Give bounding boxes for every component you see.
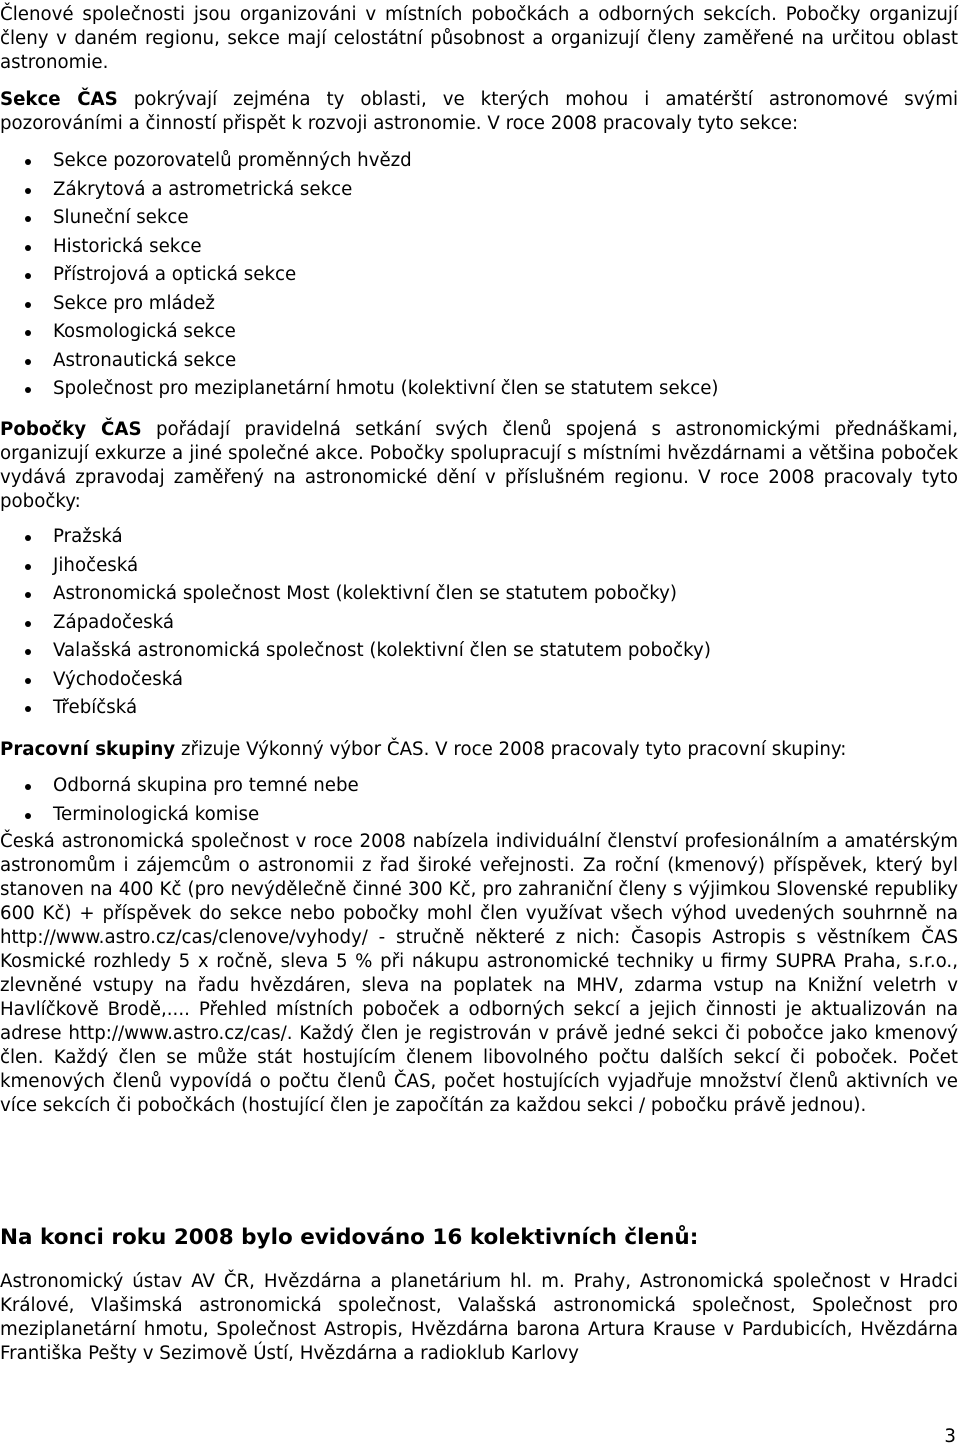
- sekce-list: [25, 149, 719, 406]
- clenstvi-paragraph: Česká astronomická společnost v roce 2008 nabízela individuální členství profesionálním a amatérským astronomům i zájemcům o astronomii z řad široké veřejnosti. Za roční (kmenový) příspěvek, který byl stanoven na 400 Kč (pro nevýdělečně činné 300 Kč, pro zahraniční členy s výjimkou Slovenské republiky 600 Kč) + příspěvek do sekce nebo pobočky mohl člen využívat všech výhod uvedených souhrnně na http://www.astro.cz/cas/clenove/vyhody/ - stručně některé z nich: Časopis Astropis s věstníkem ČAS Kosmické rozhledy 5 x ročně, sleva 5 % při nákupu astronomické techniky u firmy SUPRA Praha, s.r.o., zlevněné vstupy na řadu hvězdáren, sleva na poplatek na MHV, zdarma vstup na Knižní veletrh v Havlíčkově Brodě,.... Přehled místních poboček a odborných sekcí a jejich činnosti je aktualizován na adrese http://www.astro.cz/cas/. Každý člen je registrován v právě jedné sekci či pobočce jako kmenový člen. Každý člen se může stát hostujícím členem libovolného počtu dalších sekcí či poboček. Počet kmenových členů vypovídá o počtu členů ČAS, počet hostujících vyjadřuje množství členů aktivních ve více sekcích či pobočkách (hostující člen je započítán za každou sekci / pobočku právě jednou).: [0, 831, 958, 1116]
- list-item: Valašská astronomická společnost (kolektivní člen se statutem pobočky): [25, 639, 711, 668]
- list-item: Východočeská: [25, 668, 711, 697]
- list-item: Třebíčská: [25, 696, 711, 725]
- list-item: Jihočeská: [25, 554, 711, 583]
- sekce-paragraph: [0, 88, 958, 136]
- intro-paragraph: Členové společnosti jsou organizováni v místních pobočkách a odborných sekcích. Pobočky organizují členy v daném regionu, sekce mají celostátní působnost a organizují členy zaměřené na určitou oblast astronomie.: [0, 4, 958, 73]
- pobocky-paragraph: [0, 418, 958, 514]
- list-item: Sekce pozorovatelů proměnných hvězd: [25, 149, 719, 178]
- list-item: Kosmologická sekce: [25, 320, 719, 349]
- list-item: Historická sekce: [25, 235, 719, 264]
- skupiny-paragraph: [0, 738, 958, 762]
- list-item: Terminologická komise: [25, 803, 359, 832]
- list-item: Astronautická sekce: [25, 349, 719, 378]
- skupiny-list: [25, 774, 359, 831]
- list-item: Společnost pro meziplanetární hmotu (kolektivní člen se statutem sekce): [25, 377, 719, 406]
- skupiny-text: zřizuje Výkonný výbor ČAS. V roce 2008 pracovaly tyto pracovní skupiny:: [175, 739, 847, 760]
- pobocky-text: pořádají pravidelná setkání svých členů spojená s astronomickými přednáškami, organizují exkurze a jiné společné akce. Pobočky spolupracují s místními hvězdárnami a většina poboček vydává zpravodaj zaměřený na astronomické dění v příslušném regionu. V roce 2008 pracovaly tyto pobočky:: [0, 419, 958, 512]
- kolektivni-paragraph: Astronomický ústav AV ČR, Hvězdárna a planetárium hl. m. Prahy, Astronomická společnost v Hradci Králové, Vlašimská astronomická společnost, Valašská astronomická společnost, Společnost pro meziplanetární hmotu, Společnost Astropis, Hvězdárna barona Artura Krause v Pardubicích, Hvězdárna Františka Pešty v Sezimově Ústí, Hvězdárna a radioklub Karlovy: [0, 1271, 958, 1364]
- list-item: Zákrytová a astrometrická sekce: [25, 178, 719, 207]
- list-item: Pražská: [25, 525, 711, 554]
- sekce-bold-term: Sekce ČAS: [0, 89, 118, 110]
- sekce-text: pokrývají zejména ty oblasti, ve kterých mohou i amatérští astronomové svými pozorováními a činností přispět k rozvoji astronomie. V roce 2008 pracovaly tyto sekce:: [0, 89, 958, 134]
- list-item: Odborná skupina pro temné nebe: [25, 774, 359, 803]
- skupiny-bold-term: Pracovní skupiny: [0, 739, 176, 760]
- list-item: Sekce pro mládež: [25, 292, 719, 321]
- kolektivni-heading: Na konci roku 2008 bylo evidováno 16 kolektivních členů:: [0, 1225, 699, 1250]
- list-item: Sluneční sekce: [25, 206, 719, 235]
- pobocky-list: [25, 525, 711, 725]
- list-item: Přístrojová a optická sekce: [25, 263, 719, 292]
- page-number: 3: [944, 1426, 956, 1447]
- list-item: Západočeská: [25, 611, 711, 640]
- list-item: Astronomická společnost Most (kolektivní člen se statutem pobočky): [25, 582, 711, 611]
- pobocky-bold-term: Pobočky ČAS: [0, 419, 142, 440]
